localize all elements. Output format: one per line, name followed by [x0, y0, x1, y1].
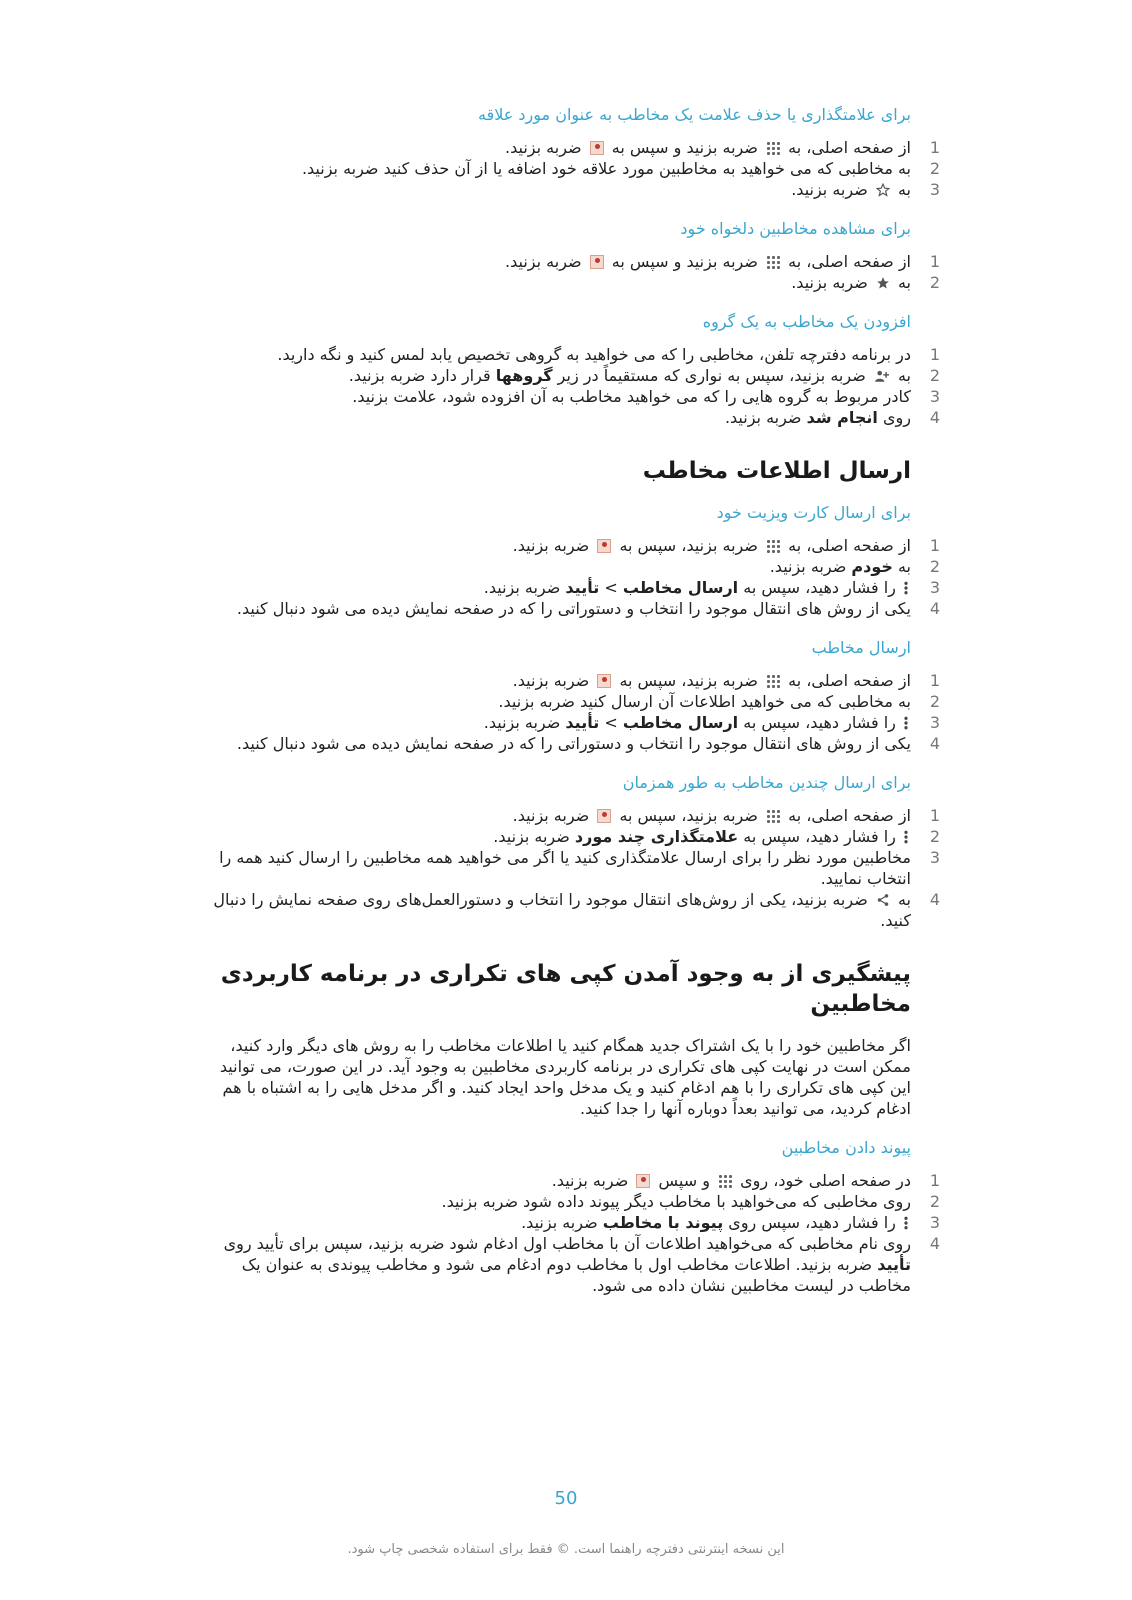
step [211, 365, 941, 386]
star-outline-icon [876, 183, 890, 197]
step-text: از صفحه اصلی، به [788, 806, 911, 825]
step-number: 1 [929, 806, 941, 825]
contacts-icon [636, 1174, 650, 1188]
step [211, 691, 941, 712]
step [211, 1191, 941, 1212]
step [211, 826, 941, 847]
step-list [211, 137, 941, 200]
step-text: ضربه بزنید، سپس به [619, 671, 758, 690]
step-text: روی نام مخاطبی که می‌خواهید اطلاعات آن با مخاطب اول ادغام شود ضربه بزنید، سپس برای تأیید روی [223, 1234, 911, 1253]
step-separator: > [604, 713, 618, 732]
step-text: یکی از روش های انتقال موجود را انتخاب و دستوراتی را که در صفحه نمایش دیده می شود دنبال کنید. [236, 599, 911, 618]
star-filled-icon [876, 276, 890, 290]
step [211, 577, 941, 598]
section-add-to-group [211, 311, 941, 428]
step-list [211, 344, 941, 428]
step-separator: > [604, 578, 618, 597]
step-text: کادر مربوط به گروه هایی را که می خواهید مخاطب به آن افزوده شود، علامت بزنید. [352, 387, 911, 406]
step-text-bold: تأیید [565, 578, 600, 597]
step-number: 2 [929, 159, 941, 178]
step-text: ضربه بزنید. [512, 536, 590, 555]
step-text: ضربه بزنید. [724, 408, 802, 427]
step-text: ضربه بزنید، سپس به نواری که مستقیماً در زیر [557, 366, 866, 385]
step [211, 670, 941, 691]
step-text: از صفحه اصلی، به [788, 671, 911, 690]
step-number: 4 [929, 408, 941, 427]
step [211, 847, 941, 889]
section-favorite-toggle [211, 104, 941, 200]
step-list [211, 1170, 941, 1296]
apps-grid-icon [766, 539, 780, 553]
page-number: 50 [554, 1488, 578, 1509]
step-number: 2 [929, 557, 941, 576]
subheading: برای ارسال چندین مخاطب به طور همزمان [622, 773, 911, 792]
step [211, 1212, 941, 1233]
step-number: 2 [929, 1192, 941, 1211]
step-number: 4 [929, 599, 941, 618]
step-text: ضربه بزنید. [769, 557, 847, 576]
apps-grid-icon [766, 674, 780, 688]
step-text: ضربه بزنید و سپس به [611, 252, 758, 271]
step [211, 272, 941, 293]
step [211, 889, 941, 931]
step-list [211, 251, 941, 293]
step-text: ضربه بزنید. [493, 827, 570, 846]
step-number: 1 [929, 252, 941, 271]
subheading: افزودن یک مخاطب به یک گروه [702, 312, 911, 331]
step-text-bold: علامتگذاری چند مورد [574, 827, 739, 846]
step [211, 137, 941, 158]
share-icon [876, 893, 890, 907]
apps-grid-icon [766, 809, 780, 823]
step-list [211, 535, 941, 619]
step [211, 1170, 941, 1191]
step-text: را فشار دهید، سپس به [743, 713, 896, 732]
step-number: 1 [929, 671, 941, 690]
subheading: ارسال مخاطب [811, 638, 911, 657]
section-favorite-view [211, 218, 941, 293]
step-text: از صفحه اصلی، به [788, 252, 911, 271]
menu-dots-icon [904, 1216, 908, 1230]
step-number: 2 [929, 692, 941, 711]
step [211, 344, 941, 365]
contacts-icon [597, 674, 611, 688]
paragraph: اگر مخاطبین خود را با یک اشتراک جدید همگام کنید یا اطلاعات مخاطب را به روش های دیگر وارد کنید، ممکن است در نهایت کپی های تکراری در برنامه کاربردی مخاطبین به وجود آید. در این صورت، می توانید این کپی های تکراری را با هم ادغام کنید و یک مدخل واحد ایجاد کنید. و اگر مدخل هایی را به اشتباه با هم ادغام کردید، می توانید بعداً دوباره آنها را جدا کنید. [219, 1036, 911, 1118]
contacts-icon [590, 141, 604, 155]
step [211, 535, 941, 556]
step-text: و سپس [658, 1171, 710, 1190]
menu-dots-icon [904, 830, 908, 844]
subheading: برای علامتگذاری یا حذف علامت یک مخاطب به عنوان مورد علاقه [478, 105, 911, 124]
step [211, 712, 941, 733]
step-text: یکی از روش های انتقال موجود را انتخاب و دستوراتی را که در صفحه نمایش دیده می شود دنبال کنید. [236, 734, 911, 753]
step [211, 733, 941, 754]
page-footer: این نسخه اینترنتی دفترچه راهنما است. © فقط برای استفاده شخصی چاپ شود. [347, 1542, 785, 1557]
step [211, 386, 941, 407]
apps-grid-icon [766, 255, 780, 269]
step-number: 3 [929, 387, 941, 406]
step-number: 1 [929, 1171, 941, 1190]
step [211, 598, 941, 619]
step-number: 3 [929, 1213, 941, 1232]
section-send-multiple [211, 772, 941, 931]
step-text: به [897, 890, 911, 909]
step-text: ضربه بزنید، یکی از روش‌های انتقال موجود را انتخاب و دستورالعمل‌های روی صفحه نمایش را دنبال کنید. [213, 890, 911, 930]
step-number: 3 [929, 713, 941, 732]
step-text: ضربه بزنید. [512, 671, 590, 690]
subheading: برای ارسال کارت ویزیت خود [716, 503, 911, 522]
document-body [211, 104, 941, 1314]
step-text: ضربه بزنید. [505, 138, 582, 157]
step-number: 2 [929, 827, 941, 846]
step-number: 4 [929, 1234, 941, 1253]
step-text: روی [883, 408, 911, 427]
section-heading: پیشگیری از به وجود آمدن کپی های تکراری در برنامه کاربردی مخاطبین [220, 961, 911, 1017]
step-text: به مخاطبی که می خواهید اطلاعات آن ارسال کنید ضربه بزنید. [498, 692, 911, 711]
subheading: برای مشاهده مخاطبین دلخواه خود [680, 219, 911, 238]
step-text: در برنامه دفترچه تلفن، مخاطبی را که می خواهید به گروهی تخصیص یابد لمس کنید و نگه دارید. [277, 345, 911, 364]
step-text: به [897, 557, 911, 576]
section-link-contacts [211, 1137, 941, 1296]
step-text-bold: تأیید [565, 713, 600, 732]
step-number: 4 [929, 890, 941, 909]
subheading: پیوند دادن مخاطبین [781, 1138, 911, 1157]
step-text: از صفحه اصلی، به [788, 536, 911, 555]
step-text-bold: خودم [851, 557, 893, 576]
step-text: ضربه بزنید. [791, 180, 868, 199]
step-number: 3 [929, 180, 941, 199]
menu-dots-icon [904, 581, 908, 595]
step-text: روی مخاطبی که می‌خواهید با مخاطب دیگر پیوند داده شود ضربه بزنید. [441, 1192, 911, 1211]
step-text: ضربه بزنید. [521, 1213, 598, 1232]
step-text-bold: تأیید [877, 1255, 911, 1274]
step [211, 805, 941, 826]
step [211, 556, 941, 577]
contacts-icon [597, 539, 611, 553]
contacts-icon [590, 255, 604, 269]
step-number: 1 [929, 536, 941, 555]
step-text: ضربه بزنید. اطلاعات مخاطب اول با مخاطب دوم ادغام می شود و مخاطب پیوندی به عنوان یک مخاطب در لیست مخاطبین نشان داده می شود. [241, 1255, 911, 1295]
step-number: 4 [929, 734, 941, 753]
section-heading: ارسال اطلاعات مخاطب [642, 458, 911, 484]
step [211, 158, 941, 179]
step-number: 3 [929, 848, 941, 867]
step-number: 2 [929, 366, 941, 385]
step [211, 179, 941, 200]
step-text: ضربه بزنید و سپس به [611, 138, 758, 157]
step-list [211, 670, 941, 754]
step-text: را فشار دهید، سپس به [743, 578, 896, 597]
step-text: به [897, 273, 911, 292]
section-send-card [211, 502, 941, 619]
step-text: قرار دارد ضربه بزنید. [348, 366, 491, 385]
step-number: 3 [929, 578, 941, 597]
step-text: ضربه بزنید. [483, 578, 561, 597]
step-text-bold: ارسال مخاطب [622, 578, 739, 597]
step [211, 251, 941, 272]
menu-dots-icon [904, 716, 908, 730]
step-text-bold: انجام شد [806, 408, 878, 427]
step-text: را فشار دهید، سپس روی [728, 1213, 896, 1232]
step-text: مخاطبین مورد نظر را برای ارسال علامتگذاری کنید یا اگر می خواهید همه مخاطبین را ارسال کنید همه را انتخاب نمایید. [219, 848, 911, 888]
step-text-bold: ارسال مخاطب [622, 713, 739, 732]
step-text: ضربه بزنید. [551, 1171, 629, 1190]
step-text: به مخاطبی که می خواهید به مخاطبین مورد علاقه خود اضافه یا از آن حذف کنید ضربه بزنید. [301, 159, 911, 178]
apps-grid-icon [766, 141, 780, 155]
step-text: ضربه بزنید. [512, 806, 590, 825]
add-group-icon [874, 369, 890, 383]
step-text: ضربه بزنید. [483, 713, 561, 732]
apps-grid-icon [718, 1174, 732, 1188]
step-text: از صفحه اصلی، به [788, 138, 911, 157]
step-text: ضربه بزنید. [791, 273, 868, 292]
step-number: 1 [929, 138, 941, 157]
step-number: 2 [929, 273, 941, 292]
step-text-bold: پیوند با مخاطب [602, 1213, 724, 1232]
step-text: در صفحه اصلی خود، روی [740, 1171, 911, 1190]
step-list [211, 805, 941, 931]
step-text: به [897, 180, 911, 199]
step-number: 1 [929, 345, 941, 364]
step-text: ضربه بزنید، سپس به [619, 806, 758, 825]
step-text: را فشار دهید، سپس به [743, 827, 896, 846]
section-send-contact [211, 637, 941, 754]
step-text: ضربه بزنید. [505, 252, 582, 271]
contacts-icon [597, 809, 611, 823]
step-text-bold: گروهها [495, 366, 553, 385]
step-text: به [897, 366, 911, 385]
step-text: ضربه بزنید، سپس به [619, 536, 758, 555]
step [211, 1233, 941, 1296]
step [211, 407, 941, 428]
